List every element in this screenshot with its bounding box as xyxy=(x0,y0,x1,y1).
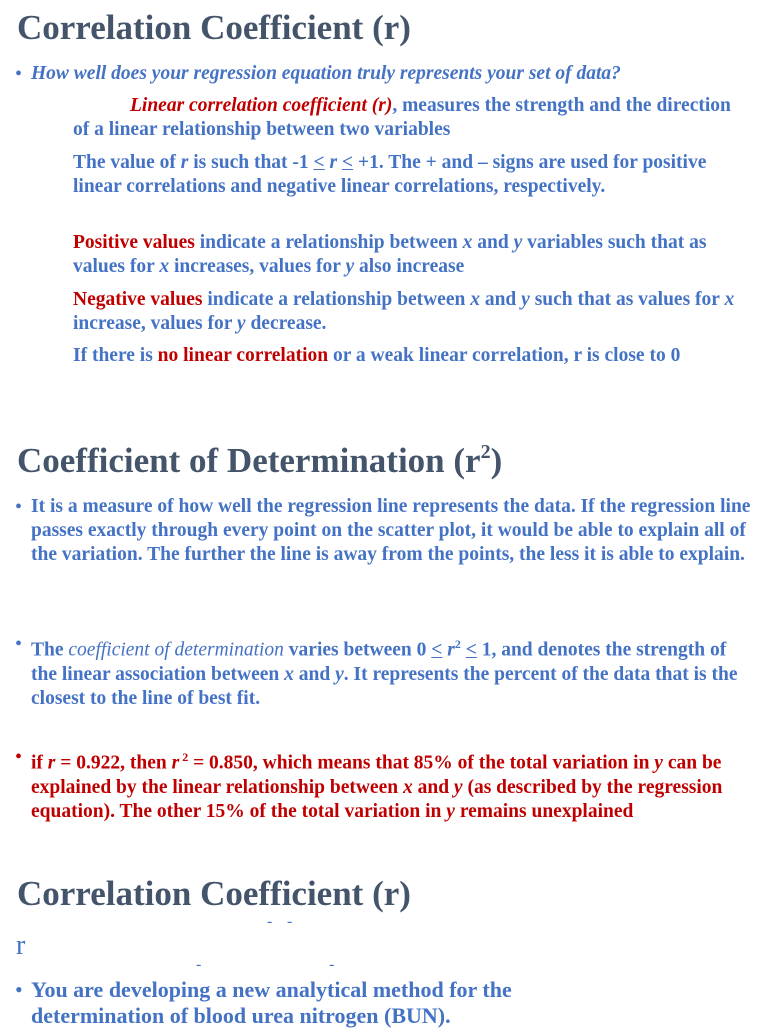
section1-p4: Negative values indicate a relationship between x and y such that as values for x increase, values for y decrease. xyxy=(73,289,735,334)
section3-bullet1: You are developing a new analytical method for the determination of blood urea nitrogen (BUN). xyxy=(31,977,512,1028)
bullet-icon: • xyxy=(15,746,23,768)
formula-dash: - xyxy=(287,913,293,930)
section1-title: Correlation Coefficient (r) xyxy=(17,8,411,47)
bullet-icon: • xyxy=(15,633,23,655)
section1-p2: The value of r is such that -1 < r < +1. The + and – signs are used for positive linear correlations and negative linear correlations, respectively. xyxy=(73,152,707,197)
section2-bullet2: The coefficient of determination varies between $0 < r^2 < 1$, and denotes the strength of the linear association between x and y. It represents the percent of the data that is the closest to the line of best fit. xyxy=(31,637,738,709)
bullet-icon: • xyxy=(15,496,23,518)
bullet-icon: • xyxy=(15,63,23,85)
section1-p5: If there is no linear correlation or a weak linear correlation, r is close to 0 xyxy=(73,345,681,366)
formula-dash: - xyxy=(267,913,273,930)
section1-p3: Positive values indicate a relationship between x and y variables such that as values for x increases, values for y also increase xyxy=(73,232,707,277)
section2-bullet1: It is a measure of how well the regression line represents the data. If the regression line passes exactly through every point on the scatter plot, it would be able to explain all of the variation. The further the line is away from the points, the less it is able to explain. xyxy=(31,496,751,565)
section1-p1: Linear correlation coefficient (r), measures the strength and the direction of a linear relationship between two variables xyxy=(73,95,731,140)
section2-title: Coefficient of Determination $(r^2)$ xyxy=(17,441,503,480)
formula-dash: - xyxy=(329,956,335,973)
section2-bullet3: if r = 0.922, then r $^2$ = 0.850, which means that 85% of the total variation in y can be explained by the linear relationship between x and y (as described by the regression equation). The other 15% of the total variation in y remains unexplained xyxy=(31,750,723,822)
section1-question: How well does your regression equation truly represents your set of data? xyxy=(31,63,621,84)
formula-r-label: r xyxy=(16,930,26,961)
section3-title: Correlation Coefficient (r) xyxy=(17,874,411,913)
bullet-icon: • xyxy=(15,977,23,1002)
formula-dash: - xyxy=(196,956,202,973)
